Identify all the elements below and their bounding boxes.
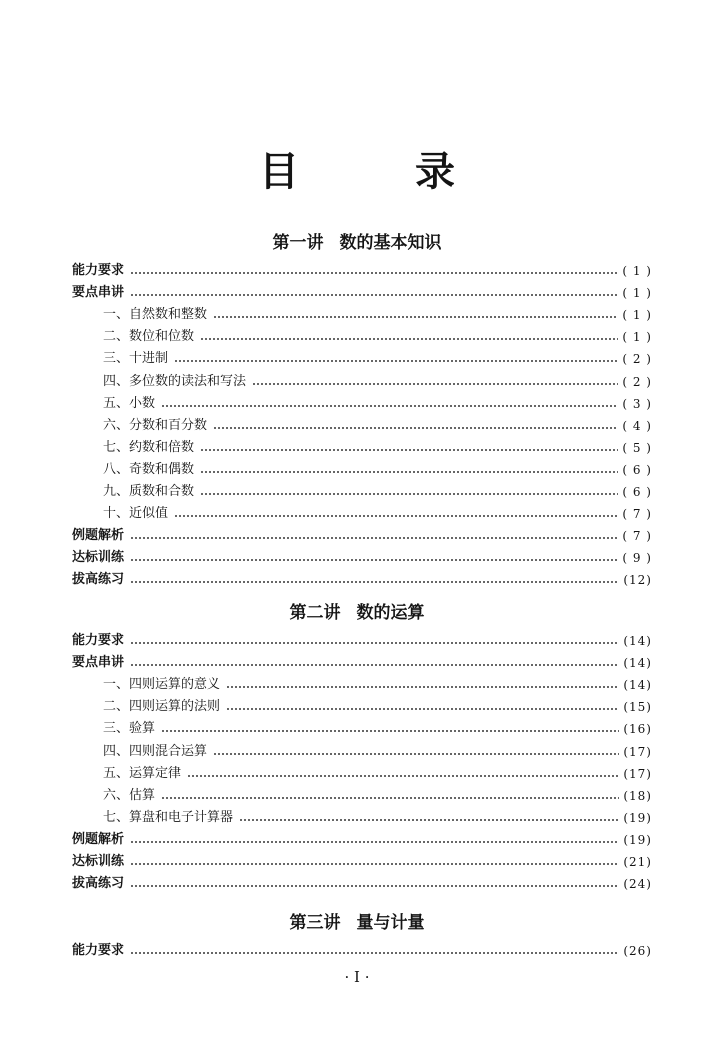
dot-leader [130, 527, 618, 540]
dot-leader [161, 787, 619, 800]
toc-entry-page: ( 5 ) [622, 440, 652, 455]
toc-entry[interactable] [72, 523, 652, 543]
toc-entry[interactable] [103, 783, 652, 803]
toc-entry-page: (17) [623, 744, 652, 759]
toc-entry-label: 例题解析 [72, 831, 125, 847]
toc-entry[interactable] [103, 457, 652, 477]
page-number: · I · [344, 968, 370, 986]
toc-entry-page: (12) [623, 573, 652, 588]
toc-entry-page: (14) [623, 656, 652, 671]
toc-entry[interactable] [103, 479, 652, 499]
toc-entry[interactable] [103, 302, 652, 322]
toc-entry[interactable] [103, 805, 652, 825]
toc-entry-page: (24) [623, 877, 652, 892]
toc-entry-label: 十、近似值 [103, 506, 169, 522]
toc-entry-page: ( 1 ) [622, 286, 652, 301]
toc-entry-page: ( 9 ) [622, 551, 652, 566]
chapter-heading [0, 598, 714, 623]
chapter-title: 数的基本知识 [339, 233, 442, 253]
dot-leader [239, 809, 619, 822]
toc-entry[interactable] [103, 324, 652, 344]
toc-entry-label: 要点串讲 [72, 285, 125, 301]
dot-leader [200, 328, 618, 341]
toc-entry-label: 四、多位数的读法和写法 [103, 373, 247, 389]
toc-entry-page: (26) [623, 944, 652, 958]
toc-entry-label: 拔高练习 [72, 876, 125, 892]
toc-entry-page: ( 7 ) [622, 529, 652, 544]
toc-entry-label: 例题解析 [72, 528, 125, 544]
toc-entry[interactable] [103, 346, 652, 366]
toc-entry-page: (14) [623, 678, 652, 693]
toc-entry[interactable] [72, 938, 652, 958]
dot-leader [161, 395, 618, 408]
toc-entry[interactable] [103, 391, 652, 411]
toc-entry-label: 五、小数 [103, 395, 156, 411]
toc-entry[interactable] [72, 650, 652, 670]
toc-entry[interactable] [103, 672, 652, 692]
toc-entry[interactable] [103, 501, 652, 521]
dot-leader [174, 505, 618, 518]
toc-entry-label: 二、数位和位数 [103, 329, 195, 345]
toc-entry-page: (19) [623, 810, 652, 825]
toc-entry-label: 五、运算定律 [103, 765, 182, 781]
toc-entry-page: ( 2 ) [622, 352, 652, 367]
dot-leader [213, 417, 618, 430]
dot-leader [130, 571, 619, 584]
toc-entry-page: (17) [623, 766, 652, 781]
dot-leader [174, 350, 618, 363]
toc-entry-label: 九、质数和合数 [103, 484, 195, 499]
toc-entry-page: ( 7 ) [622, 507, 652, 522]
chapter-heading [0, 228, 714, 253]
toc-entry-label: 要点串讲 [72, 655, 125, 671]
toc-entry-label: 能力要求 [72, 633, 125, 648]
chapter-number: 第三讲 [289, 913, 341, 933]
chapter-number: 第二讲 [289, 603, 341, 623]
dot-leader [187, 765, 619, 778]
dot-leader [226, 698, 619, 711]
dot-leader [130, 284, 618, 297]
toc-entry-page: (14) [623, 634, 652, 648]
chapter-title: 数的运算 [356, 603, 425, 623]
toc-entry-page: ( 1 ) [622, 330, 652, 345]
toc-entry[interactable] [72, 849, 652, 869]
dot-leader [130, 549, 618, 562]
toc-entry[interactable] [103, 413, 652, 433]
toc-entry-label: 达标训练 [72, 550, 125, 566]
toc-entry-label: 七、算盘和电子计算器 [103, 809, 234, 825]
toc-entry[interactable] [72, 827, 652, 847]
dot-leader [130, 632, 619, 645]
toc-entry[interactable] [103, 435, 652, 455]
dot-leader [252, 373, 618, 386]
toc-entry-page: ( 1 ) [622, 264, 652, 278]
toc-entry-page: ( 3 ) [622, 396, 652, 411]
dot-leader [200, 483, 618, 496]
dot-leader [213, 743, 619, 756]
toc-entry[interactable] [72, 545, 652, 565]
dot-leader [130, 262, 618, 275]
toc-entry[interactable] [103, 694, 652, 714]
toc-entry[interactable] [72, 567, 652, 587]
toc-entry-label: 七、约数和倍数 [103, 439, 195, 455]
toc-entry[interactable] [72, 258, 652, 278]
toc-entry-label: 能力要求 [72, 263, 125, 278]
toc-entry-page: (15) [623, 700, 652, 715]
dot-leader [130, 853, 619, 866]
dot-leader [130, 831, 619, 844]
toc-entry-page: ( 2 ) [622, 374, 652, 389]
toc-entry-page: ( 4 ) [622, 418, 652, 433]
dot-leader [200, 439, 618, 452]
dot-leader [200, 461, 618, 474]
dot-leader [213, 306, 618, 319]
toc-entry-label: 达标训练 [72, 854, 125, 869]
toc-entry[interactable] [72, 871, 652, 891]
toc-entry-page: (19) [623, 832, 652, 847]
toc-entry-label: 六、估算 [103, 787, 156, 803]
chapter-heading [0, 908, 714, 933]
toc-entry-label: 一、自然数和整数 [103, 307, 208, 323]
toc-entry[interactable] [103, 716, 652, 736]
toc-entry-page: ( 6 ) [622, 462, 652, 477]
toc-entry[interactable] [103, 761, 652, 781]
toc-entry-page: ( 6 ) [622, 485, 652, 499]
toc-entry-label: 二、四则运算的法则 [103, 699, 221, 715]
toc-entry-label: 六、分数和百分数 [103, 417, 208, 433]
toc-entry[interactable] [103, 369, 652, 389]
toc-entry-label: 一、四则运算的意义 [103, 677, 221, 693]
dot-leader [130, 875, 619, 888]
chapter-number: 第一讲 [272, 233, 324, 253]
toc-entry-label: 能力要求 [72, 943, 125, 958]
toc-entry[interactable] [72, 628, 652, 648]
toc-entry[interactable] [72, 280, 652, 300]
dot-leader [130, 942, 619, 955]
toc-entry-page: ( 1 ) [622, 308, 652, 323]
toc-entry-page: (16) [623, 722, 652, 737]
dot-leader [130, 654, 619, 667]
toc-entry-page: (21) [623, 855, 652, 869]
toc-entry-label: 四、四则混合运算 [103, 743, 208, 759]
dot-leader [161, 720, 619, 733]
toc-entry-page: (18) [623, 788, 652, 803]
toc-entry-label: 八、奇数和偶数 [103, 461, 195, 477]
toc-entry-label: 三、十进制 [103, 351, 169, 367]
toc-entry-label: 三、验算 [103, 721, 156, 737]
chapter-title: 量与计量 [356, 913, 425, 933]
page-title: 目 录 [259, 149, 493, 195]
dot-leader [226, 676, 619, 689]
toc-entry-label: 拔高练习 [72, 572, 125, 588]
toc-entry[interactable] [103, 739, 652, 759]
